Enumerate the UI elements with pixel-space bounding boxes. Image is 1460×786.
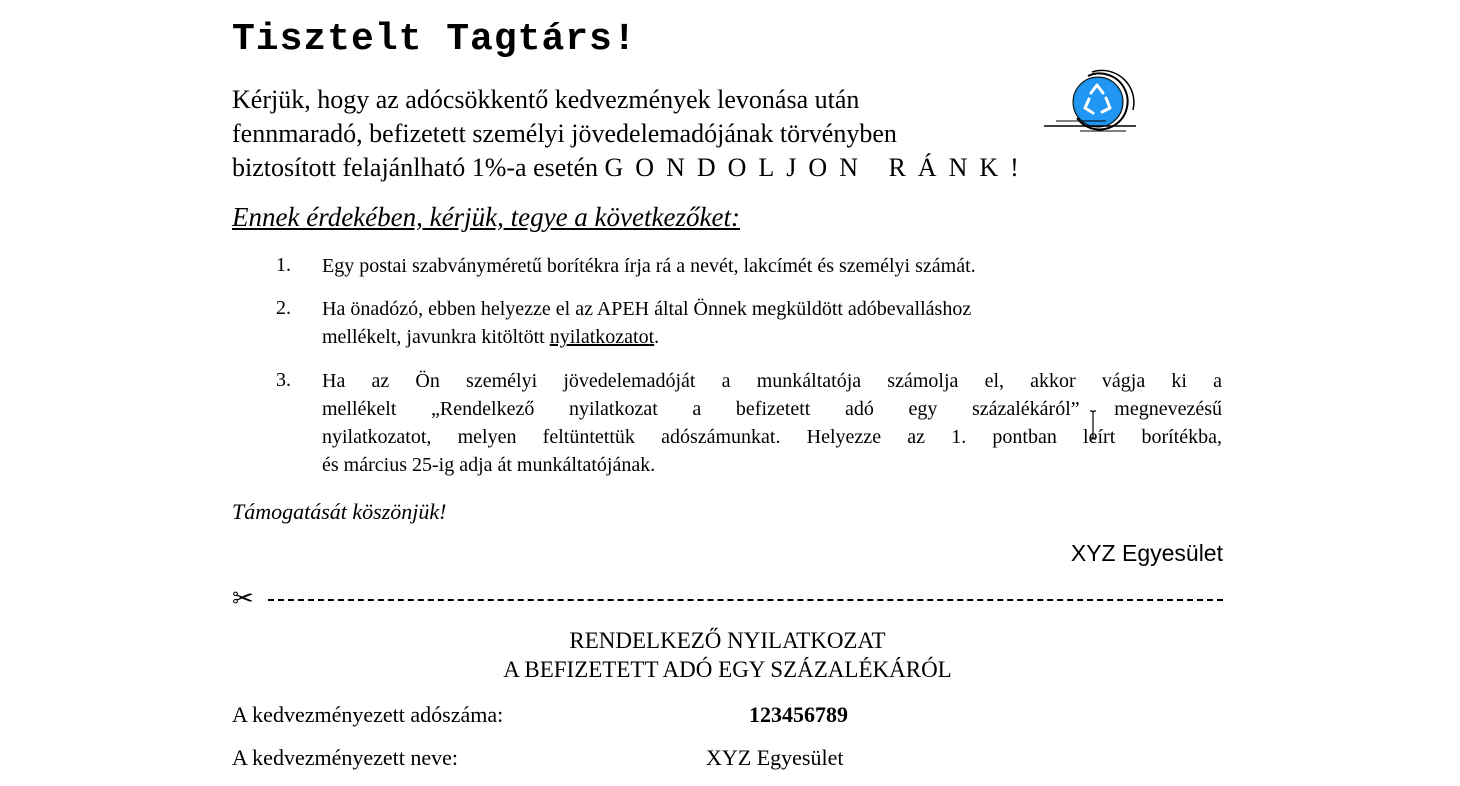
step-3-line-2: mellékelt „Rendelkező nyilatkozat a befizetett adó egy százalékáról” megnevezésű [322,398,1222,420]
step-1-line: Egy postai szabványméretű borítékra írja rá a nevét, lakcímét és személyi számát. [322,255,976,277]
step-2-line-2 [322,323,1222,351]
intro-line-3 [232,153,1031,183]
thanks-note: Támogatását köszönjük! [232,499,447,524]
form-title-line-2: A BEFIZETETT ADÓ EGY SZÁZALÉKÁRÓL [503,657,952,682]
step-3-line-1: Ha az Ön személyi jövedelemadóját a munkáltatója számolja el, akkor vágja ki a [322,370,1222,392]
step-3-line-4: és március 25-ig adja át munkáltatójának. [322,454,656,476]
step-2-line-1: Ha önadózó, ebben helyezze el az APEH által Önnek megküldött adóbevalláshoz [322,298,972,320]
intro-line-3-prefix: biztosított felajánlható 1%-a esetén [232,153,605,182]
step-text [322,295,1222,351]
beneficiary-name-value: XYZ Egyesület [706,745,844,770]
step-2-line-2-prefix: mellékelt, javunkra kitöltött [322,326,550,348]
signature: XYZ Egyesület [1070,540,1223,566]
beneficiary-name-label: A kedvezményezett neve: [232,745,459,770]
recycle-icon [1040,68,1140,134]
cut-line [268,599,1223,601]
intro-line-2: fennmaradó, befizetett személyi jövedelemadójának törvényben [232,119,897,148]
instructions-heading: Ennek érdekében, kérjük, tegye a következőket: [232,202,740,232]
form-title-line-1: RENDELKEZŐ NYILATKOZAT [569,628,886,653]
text-cursor-icon [1089,410,1097,440]
step-number: 2. [276,297,291,319]
step-number: 1. [276,254,291,276]
step-number: 3. [276,369,291,391]
declaration-link[interactable]: nyilatkozatot [549,326,655,348]
step-text [322,367,1222,479]
step-text [322,252,1222,280]
step-3-line-3: nyilatkozatot, melyen feltüntettük adószámunkat. Helyezze az 1. pontban leírt borítékba, [322,426,1222,448]
scissors-icon: ✂ [232,584,254,614]
intro-line-1: Kérjük, hogy az adócsökkentő kedvezmények levonása után [232,85,860,114]
page-title: Tisztelt Tagtárs! [232,18,637,61]
step-2-line-2-suffix: . [654,326,660,348]
tax-id-label: A kedvezményezett adószáma: [232,702,504,727]
tax-id-value: 123456789 [749,702,848,727]
intro-emphasis: GONDOLJON RÁNK! [604,153,1031,182]
